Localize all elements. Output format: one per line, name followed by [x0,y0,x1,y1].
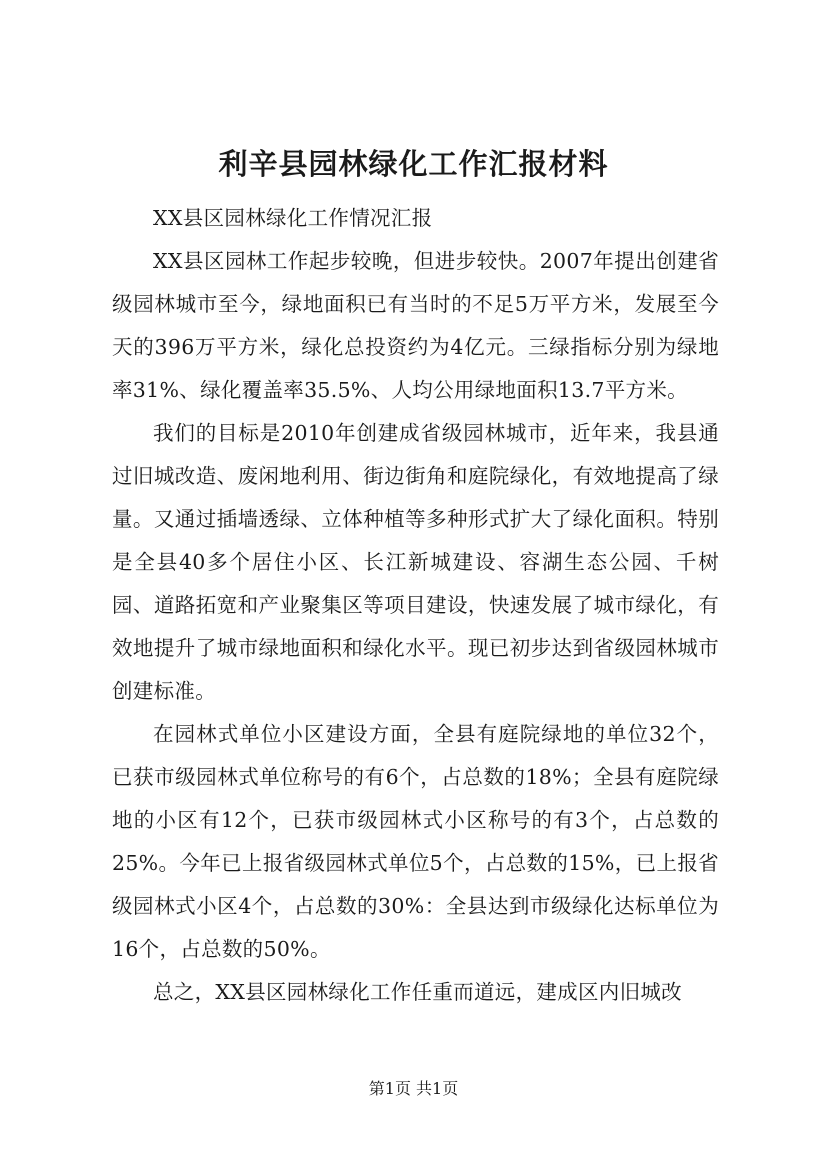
paragraph-units-communities: 在园林式单位小区建设方面，全县有庭院绿地的单位32个，已获市级园林式单位称号的有6个，占总数的18%；全县有庭院绿地的小区有12个，已获市级园林式小区称号的有3个，占总数的25%。今年已上报省级园林式单位5个，占总数的15%，已上报省级园林式小区4个，占总数的30%：全县达到市级绿化达标单位为16个，占总数的50%。 [112,722,719,961]
paragraph-goals: 我们的目标是2010年创建成省级园林城市，近年来，我县通过旧城改造、废闲地利用、街边街角和庭院绿化，有效地提高了绿量。又通过插墙透绿、立体种植等多种形式扩大了绿化面积。特别是全县40多个居住小区、长江新城建设、容湖生态公园、千树园、道路拓宽和产业聚集区等项目建设，快速发展了城市绿化，有效地提升了城市绿地面积和绿化水平。现已初步达到省级园林城市创建标准。 [112,421,719,703]
paragraph-subtitle: XX县区园林绿化工作情况汇报 [153,206,433,230]
paragraph-summary: 总之，XX县区园林绿化工作任重而道远，建成区内旧城改 [153,980,682,1004]
page-footer: 第1页 共1页 [368,1079,459,1098]
paragraph-overview: XX县区园林工作起步较晚，但进步较快。2007年提出创建省级园林城市至今，绿地面积已有当时的不足5万平方米，发展至今天的396万平方米，绿化总投资约为4亿元。三绿指标分别为绿地率31%、绿化覆盖率35.5%、人均公用绿地面积13.7平方米。 [112,249,719,402]
document-title: 利辛县园林绿化工作汇报材料 [218,147,609,181]
document-body [112,197,719,1014]
